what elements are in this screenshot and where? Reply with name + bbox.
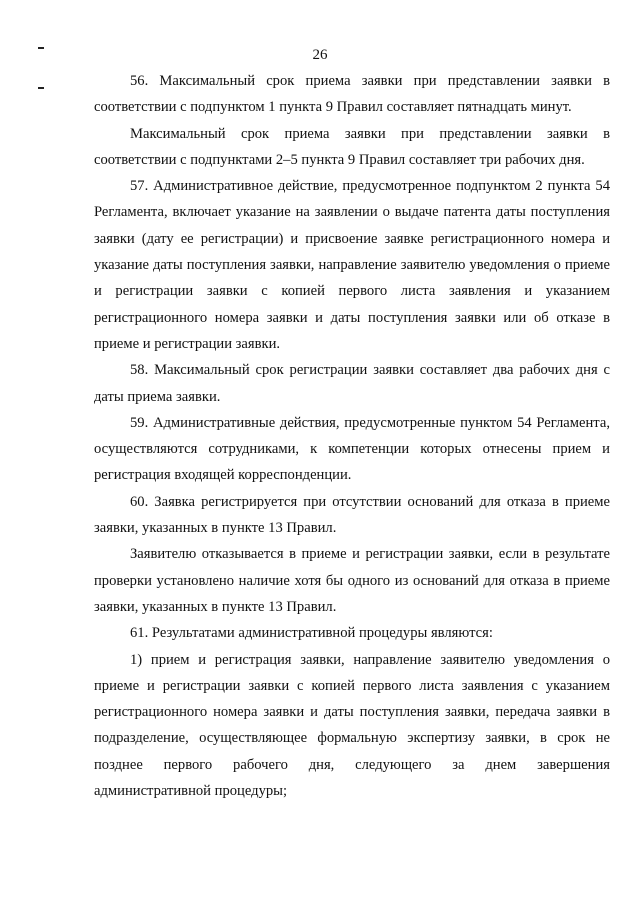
paragraph-59: 59. Административные действия, предусмотренные пунктом 54 Регламента, осуществляются сотрудниками, к компетенции которых отнесены прием и регистрация входящей корреспонденции. (94, 414, 610, 484)
paragraph-60-continued: Заявителю отказывается в приеме и регистрации заявки, если в результате проверки установлено наличие хотя бы одного из оснований для отказа в приеме заявки, указанных в пункте 13 Правил. (94, 546, 610, 615)
paragraph-58: 58. Максимальный срок регистрации заявки составляет два рабочих дня с даты приема заявки. (94, 362, 610, 405)
paragraph-57: 57. Административное действие, предусмотренное подпунктом 2 пункта 54 Регламента, включает указание на заявлении о выдаче патента даты поступления заявки (дату ее регистрации) и присвоение заявке регистрационного номера и указание даты поступления заявки, направление заявителю уведомления о приеме и регистрации заявки с копией первого листа заявления и указанием регистрационного номера заявки и даты поступления заявки или об отказе в приеме и регистрации заявки. (94, 178, 610, 352)
margin-mark (38, 87, 44, 89)
paragraph-61-item-1: 1) прием и регистрация заявки, направление заявителю уведомления о приеме и регистрации заявки с копией первого листа заявления с указанием регистрационного номера заявки и даты поступления заявки, передача заявки в подразделение, осуществляющее формальную экспертизу заявки, в срок не позднее первого рабочего дня, следующего за днем завершения административной процедуры; (94, 651, 610, 800)
paragraph-60: 60. Заявка регистрируется при отсутствии оснований для отказа в приеме заявки, указанных в пункте 13 Правил. (94, 493, 610, 537)
paragraph-56: 56. Максимальный срок приема заявки при представлении заявки в соответствии с подпунктом 1 пункта 9 Правил составляет пятнадцать минут. (94, 73, 610, 116)
paragraph-61: 61. Результатами административной процедуры являются: (130, 625, 493, 642)
paragraph-56-continued: Максимальный срок приема заявки при представлении заявки в соответствии с подпунктами 2–5 пункта 9 Правил составляет три рабочих дня. (94, 125, 610, 168)
document-body (94, 68, 610, 804)
page-number: 26 (312, 47, 328, 63)
